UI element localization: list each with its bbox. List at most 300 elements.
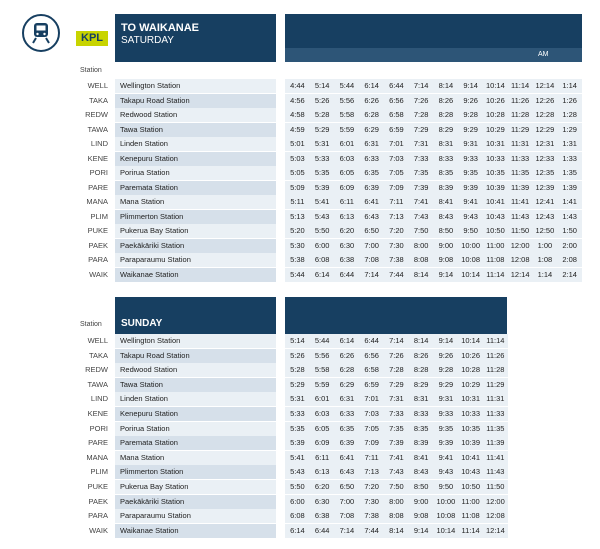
departure-time: 11:28	[511, 110, 530, 119]
departure-time: 7:11	[389, 197, 404, 206]
departure-time: 10:35	[461, 423, 481, 433]
departure-time: 9:29	[438, 379, 454, 389]
departure-time: 7:50	[413, 226, 429, 235]
station-name: Wellington Station	[115, 79, 276, 93]
departure-time: 9:31	[438, 394, 454, 404]
saturday-times-header	[285, 14, 582, 48]
departure-time: 9:50	[438, 482, 454, 491]
departure-time: 5:35	[290, 423, 305, 433]
departure-time: 7:14	[389, 336, 404, 345]
station-code: KENE	[87, 153, 108, 163]
departure-time: 10:43	[485, 211, 505, 221]
departure-time: 7:03	[364, 409, 379, 418]
departure-time: 10:31	[461, 394, 481, 404]
departure-time: 9:50	[463, 226, 478, 235]
departure-time: 5:29	[314, 124, 330, 134]
departure-time: 10:39	[461, 438, 481, 448]
station-name: Kenepuru Station	[115, 407, 276, 421]
departure-time: 6:30	[339, 240, 355, 250]
departure-time: 10:14	[485, 81, 505, 90]
departure-time: 9:26	[463, 95, 478, 105]
departure-time: 4:59	[290, 124, 305, 134]
departure-time: 10:50	[461, 482, 481, 491]
departure-time: 6:58	[389, 110, 404, 119]
departure-time: 5:43	[290, 467, 305, 477]
departure-time: 5:59	[339, 124, 355, 134]
departure-time: 5:05	[290, 168, 305, 177]
departure-time: 12:08	[510, 255, 530, 264]
sunday-title-box	[115, 297, 276, 335]
departure-time: 7:14	[364, 269, 379, 279]
departure-time: 10:26	[461, 350, 481, 360]
departure-time: 7:50	[389, 482, 404, 491]
departure-time: 6:44	[314, 525, 330, 535]
station-code: PORI	[89, 423, 108, 433]
departure-time: 6:50	[364, 226, 379, 235]
departure-time: 6:05	[314, 423, 330, 433]
departure-time: 5:39	[290, 438, 305, 448]
departure-time: 7:38	[364, 511, 379, 521]
departure-time: 10:28	[485, 110, 505, 119]
sunday-station-label: Station	[80, 321, 102, 328]
departure-time: 11:39	[511, 182, 530, 192]
departure-time: 11:50	[511, 226, 530, 235]
departure-time: 10:50	[485, 226, 505, 235]
departure-times	[285, 392, 508, 406]
departure-time: 10:28	[461, 365, 481, 375]
departure-time: 6:50	[339, 482, 355, 491]
departure-time: 8:50	[413, 482, 429, 491]
departure-times	[285, 407, 508, 421]
station-code: TAWA	[87, 124, 108, 134]
departure-time: 6:29	[339, 379, 355, 389]
departure-time: 7:05	[389, 168, 404, 177]
departure-time: 9:14	[413, 525, 429, 535]
departure-time: 11:00	[461, 496, 480, 506]
departure-time: 1:26	[562, 95, 577, 105]
departure-time: 5:03	[290, 153, 305, 163]
departure-time: 11:33	[486, 409, 505, 418]
departure-time: 7:00	[339, 496, 355, 506]
departure-time: 12:14	[510, 269, 530, 279]
departure-time: 10:29	[485, 124, 505, 134]
departure-time: 6:20	[339, 226, 355, 235]
departure-time: 6:05	[339, 168, 355, 177]
station-code: PARA	[88, 511, 108, 521]
departure-time: 5:14	[290, 336, 305, 345]
departure-time: 9:26	[438, 350, 454, 360]
station-name: Tawa Station	[115, 378, 276, 392]
departure-time: 9:00	[438, 240, 454, 250]
departure-time: 6:56	[364, 350, 379, 360]
station-name: Porirua Station	[115, 422, 276, 436]
departure-times	[285, 137, 582, 151]
departure-time: 12:14	[535, 81, 555, 90]
station-name: Paekākāriki Station	[115, 495, 276, 509]
departure-time: 2:00	[562, 240, 577, 250]
station-code: PUKE	[87, 226, 108, 235]
departure-times	[285, 334, 508, 348]
departure-time: 8:26	[438, 95, 454, 105]
departure-time: 12:00	[510, 240, 530, 250]
departure-time: 6:43	[364, 211, 379, 221]
departure-time: 9:35	[438, 423, 454, 433]
departure-time: 1:35	[562, 168, 577, 177]
departure-time: 12:31	[535, 139, 555, 148]
departure-times	[285, 108, 582, 122]
departure-time: 6:38	[339, 255, 355, 264]
departure-time: 6:59	[389, 124, 404, 134]
departure-time: 7:35	[413, 168, 429, 177]
departure-time: 9:43	[463, 211, 478, 221]
departure-time: 6:20	[314, 482, 330, 491]
departure-time: 6:13	[339, 211, 355, 221]
departure-time: 8:31	[413, 394, 429, 404]
departure-time: 7:13	[389, 211, 404, 221]
departure-times	[285, 181, 582, 195]
departure-time: 7:01	[389, 139, 404, 148]
departure-time: 11:08	[461, 511, 480, 521]
departure-time: 7:35	[389, 423, 404, 433]
departure-time: 1:31	[562, 139, 577, 148]
departure-time: 9:08	[413, 511, 429, 521]
station-name: Kenepuru Station	[115, 152, 276, 166]
departure-time: 8:35	[438, 168, 454, 177]
station-code: PAEK	[88, 240, 108, 250]
departure-time: 8:28	[413, 365, 429, 375]
departure-time: 7:30	[389, 240, 404, 250]
station-code: REDW	[85, 110, 108, 119]
departure-time: 8:08	[389, 511, 404, 521]
departure-time: 5:35	[314, 168, 330, 177]
departure-time: 5:50	[290, 482, 305, 491]
departure-time: 6:00	[290, 496, 305, 506]
departure-time: 7:13	[364, 467, 379, 477]
departure-time: 6:28	[339, 365, 355, 375]
departure-time: 10:26	[485, 95, 505, 105]
departure-time: 5:13	[290, 211, 305, 221]
departure-time: 7:26	[413, 95, 429, 105]
station-name: Redwood Station	[115, 108, 276, 122]
sunday-times-header	[285, 297, 507, 335]
departure-time: 5:50	[314, 226, 330, 235]
station-code: PAEK	[88, 496, 108, 506]
departure-time: 1:43	[562, 211, 577, 221]
station-code: LIND	[90, 394, 108, 404]
departure-time: 5:14	[314, 81, 330, 90]
departure-time: 7:44	[364, 525, 379, 535]
departure-time: 10:08	[461, 255, 481, 264]
departure-time: 8:00	[413, 240, 429, 250]
departure-times	[285, 480, 508, 494]
departure-time: 5:41	[314, 197, 330, 206]
departure-time: 7:43	[389, 467, 404, 477]
departure-time: 6:08	[314, 255, 330, 264]
departure-time: 5:11	[290, 197, 305, 206]
station-name: Plimmerton Station	[115, 210, 276, 224]
departure-time: 12:50	[535, 226, 555, 235]
departure-time: 6:14	[339, 336, 355, 345]
departure-times	[285, 79, 582, 93]
station-code: MANA	[86, 452, 108, 462]
departure-time: 6:14	[364, 81, 379, 90]
departure-time: 12:33	[535, 153, 555, 163]
station-code: TAWA	[87, 379, 108, 389]
saturday-day-label: SATURDAY	[121, 35, 174, 46]
departure-times	[285, 524, 508, 538]
station-name: Linden Station	[115, 392, 276, 406]
departure-time: 7:41	[413, 197, 429, 206]
station-name: Waikanae Station	[115, 268, 276, 282]
departure-time: 6:33	[364, 153, 379, 163]
departure-time: 8:28	[438, 110, 454, 119]
departure-times	[285, 495, 508, 509]
departure-time: 11:26	[486, 350, 505, 360]
departure-time: 8:41	[438, 197, 454, 206]
departure-time: 6:38	[314, 511, 330, 521]
departure-time: 6:44	[339, 269, 355, 279]
departure-time: 10:00	[461, 240, 481, 250]
departure-time: 9:43	[438, 467, 454, 477]
departure-time: 1:41	[562, 197, 577, 206]
departure-time: 9:28	[438, 365, 454, 375]
departure-time: 11:00	[486, 240, 505, 250]
departure-time: 6:39	[364, 182, 379, 192]
departure-time: 9:41	[463, 197, 478, 206]
departure-time: 11:41	[511, 197, 530, 206]
departure-time: 10:00	[436, 496, 456, 506]
departure-times	[285, 422, 508, 436]
station-name: Plimmerton Station	[115, 465, 276, 479]
departure-time: 8:00	[389, 496, 404, 506]
departure-time: 5:30	[290, 240, 305, 250]
station-name: Redwood Station	[115, 363, 276, 377]
departure-time: 7:14	[339, 525, 355, 535]
departure-time: 8:33	[438, 153, 454, 163]
departure-time: 6:00	[314, 240, 330, 250]
departure-time: 7:26	[389, 350, 404, 360]
departure-time: 11:33	[511, 153, 530, 163]
departure-time: 6:29	[364, 124, 379, 134]
station-code: PARA	[88, 255, 108, 264]
departure-time: 8:26	[413, 350, 429, 360]
departure-time: 5:01	[290, 139, 305, 148]
departure-times	[285, 465, 508, 479]
departure-time: 12:35	[535, 168, 555, 177]
departure-time: 1:14	[562, 81, 577, 90]
station-code: PORI	[89, 168, 108, 177]
departure-times	[285, 363, 508, 377]
station-name: Mana Station	[115, 195, 276, 209]
station-name: Pukerua Bay Station	[115, 224, 276, 238]
station-code: TAKA	[88, 95, 108, 105]
departure-time: 6:59	[364, 379, 379, 389]
departure-time: 6:39	[339, 438, 355, 448]
departure-time: 5:26	[290, 350, 305, 360]
departure-time: 5:44	[314, 336, 330, 345]
station-name: Paekākāriki Station	[115, 239, 276, 253]
departure-time: 5:26	[314, 95, 330, 105]
departure-time: 6:11	[339, 197, 354, 206]
departure-time: 6:31	[364, 139, 379, 148]
departure-time: 5:20	[290, 226, 305, 235]
departure-time: 10:08	[436, 511, 456, 521]
departure-times	[285, 152, 582, 166]
departure-time: 7:38	[389, 255, 404, 264]
station-name: Paremata Station	[115, 181, 276, 195]
departure-time: 11:43	[486, 467, 505, 477]
station-code: TAKA	[88, 350, 108, 360]
departure-time: 11:08	[486, 255, 505, 264]
departure-times	[285, 123, 582, 137]
departure-time: 1:08	[537, 255, 553, 264]
departure-time: 1:28	[562, 110, 577, 119]
departure-time: 9:31	[463, 139, 478, 148]
station-code: WELL	[87, 336, 108, 345]
departure-times	[285, 253, 582, 267]
departure-time: 7:09	[389, 182, 404, 192]
station-name: Paremata Station	[115, 436, 276, 450]
departure-time: 6:13	[314, 467, 330, 477]
departure-time: 5:43	[314, 211, 330, 221]
departure-times	[285, 166, 582, 180]
departure-time: 6:31	[339, 394, 355, 404]
departure-time: 1:14	[537, 269, 553, 279]
departure-time: 7:11	[364, 452, 379, 462]
departure-time: 11:14	[461, 525, 480, 535]
departure-time: 5:38	[290, 255, 305, 264]
departure-time: 12:08	[485, 511, 505, 521]
departure-time: 9:33	[438, 409, 454, 418]
departure-time: 11:50	[486, 482, 505, 491]
departure-time: 7:39	[389, 438, 404, 448]
departure-time: 12:00	[485, 496, 505, 506]
departure-time: 7:09	[364, 438, 379, 448]
departure-times	[285, 210, 582, 224]
departure-time: 4:58	[290, 110, 305, 119]
departure-time: 8:33	[413, 409, 429, 418]
station-code: REDW	[85, 365, 108, 375]
departure-time: 5:58	[314, 365, 330, 375]
departure-time: 1:33	[562, 153, 577, 163]
station-code: WELL	[87, 81, 108, 90]
departure-time: 9:39	[463, 182, 478, 192]
departure-time: 7:08	[339, 511, 355, 521]
station-code: WAIK	[89, 525, 108, 535]
departure-time: 12:41	[535, 197, 555, 206]
departure-time: 6:30	[314, 496, 330, 506]
station-code: PUKE	[87, 482, 108, 491]
departure-time: 6:41	[339, 452, 355, 462]
departure-time: 11:14	[511, 81, 530, 90]
train-icon	[22, 14, 60, 52]
station-name: Takapu Road Station	[115, 94, 276, 108]
departure-times	[285, 239, 582, 253]
departure-time: 7:03	[389, 153, 404, 163]
departure-time: 11:14	[486, 336, 505, 345]
departure-time: 1:00	[537, 240, 553, 250]
departure-time: 11:35	[486, 423, 505, 433]
departure-time: 6:09	[339, 182, 355, 192]
departure-time: 1:50	[562, 226, 577, 235]
departure-time: 5:31	[314, 139, 330, 148]
departure-time: 8:14	[438, 81, 454, 90]
departure-time: 9:00	[413, 496, 429, 506]
period-label: AM	[538, 51, 549, 58]
departure-time: 6:14	[314, 269, 330, 279]
station-name: Porirua Station	[115, 166, 276, 180]
saturday-period-header	[285, 48, 582, 62]
departure-time: 7:29	[389, 379, 404, 389]
departure-time: 6:11	[315, 452, 330, 462]
departure-time: 5:44	[339, 81, 355, 90]
departure-time: 7:33	[413, 153, 429, 163]
departure-time: 12:14	[485, 525, 505, 535]
departure-time: 6:09	[314, 438, 330, 448]
departure-time: 6:28	[364, 110, 379, 119]
departure-time: 9:41	[438, 452, 454, 462]
departure-time: 7:44	[389, 269, 404, 279]
departure-times	[285, 509, 508, 523]
departure-time: 8:31	[438, 139, 454, 148]
station-name: Paraparaumu Station	[115, 509, 276, 523]
departure-time: 10:29	[461, 379, 481, 389]
departure-time: 6:44	[389, 81, 404, 90]
departure-time: 9:28	[463, 110, 478, 119]
departure-time: 12:26	[535, 95, 555, 105]
departure-time: 5:33	[290, 409, 305, 418]
station-name: Linden Station	[115, 137, 276, 151]
station-code: PLIM	[90, 211, 108, 221]
departure-time: 7:43	[413, 211, 429, 221]
departure-times	[285, 349, 508, 363]
departure-time: 12:39	[535, 182, 555, 192]
departure-time: 11:14	[486, 269, 505, 279]
departure-time: 6:14	[290, 525, 305, 535]
departure-time: 9:29	[463, 124, 478, 134]
departure-time: 8:14	[413, 269, 429, 279]
departure-time: 6:03	[314, 409, 330, 418]
departure-time: 10:39	[485, 182, 505, 192]
departure-time: 7:33	[389, 409, 404, 418]
station-code: WAIK	[89, 269, 108, 279]
direction-title: TO WAIKANAE	[121, 22, 200, 34]
departure-time: 2:08	[562, 255, 577, 264]
departure-time: 6:26	[339, 350, 355, 360]
departure-time: 6:33	[339, 409, 355, 418]
departure-times	[285, 195, 582, 209]
departure-time: 10:33	[485, 153, 505, 163]
departure-time: 9:14	[438, 336, 454, 345]
departure-time: 5:41	[290, 452, 305, 462]
departure-time: 7:31	[413, 139, 429, 148]
departure-time: 10:31	[485, 139, 505, 148]
departure-time: 10:41	[461, 452, 481, 462]
departure-time: 10:33	[461, 409, 481, 418]
station-code: MANA	[86, 197, 108, 206]
departure-time: 10:14	[461, 336, 481, 345]
departure-time: 1:39	[562, 182, 577, 192]
station-name: Pukerua Bay Station	[115, 480, 276, 494]
departure-time: 6:08	[290, 511, 305, 521]
departure-time: 6:26	[364, 95, 379, 105]
departure-time: 5:59	[314, 379, 330, 389]
departure-time: 7:08	[364, 255, 379, 264]
departure-times	[285, 436, 508, 450]
departure-time: 6:35	[339, 423, 355, 433]
departure-time: 11:39	[486, 438, 505, 448]
departure-time: 8:43	[413, 467, 429, 477]
